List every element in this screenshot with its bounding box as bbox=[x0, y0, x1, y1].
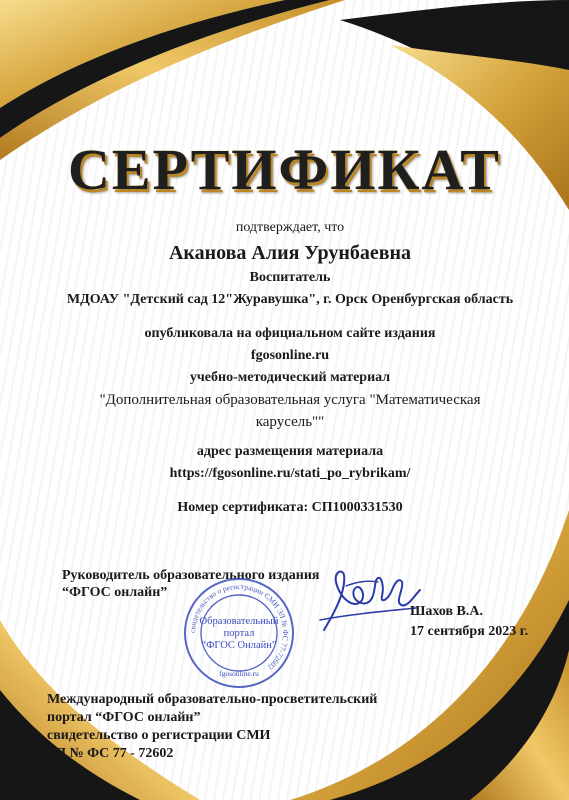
footer-line1: Международный образовательно-просветительский bbox=[47, 692, 378, 707]
signatory-name: Шахов В.А. bbox=[410, 604, 484, 619]
material-title-line1: "Дополнительная образовательная услуга "Математическая bbox=[99, 392, 481, 408]
certificate-title: СЕРТИФИКАТ bbox=[68, 137, 501, 202]
stamp-bottom-text: fgosonline.ru bbox=[219, 669, 259, 678]
address-label: адрес размещения материала bbox=[196, 444, 384, 459]
recipient-position: Воспитатель bbox=[249, 270, 331, 285]
publication-intro: опубликовала на официальном сайте издания bbox=[144, 326, 436, 341]
confirms-text: подтверждает, что bbox=[235, 220, 345, 235]
signature-date: 17 сентября 2023 г. bbox=[410, 624, 529, 639]
material-type: учебно-методический материал bbox=[189, 370, 391, 385]
publication-site: fgosonline.ru bbox=[250, 348, 330, 363]
address-url[interactable]: https://fgosonline.ru/stati_po_rybrikam/ bbox=[169, 466, 411, 481]
stamp-center-line1: Образовательный bbox=[199, 616, 279, 627]
official-stamp bbox=[183, 577, 295, 689]
stamp-center-line3: “ФГОС Онлайн” bbox=[201, 640, 277, 651]
footer-line3: свидетельство о регистрации СМИ bbox=[47, 728, 271, 743]
footer-line2: портал “ФГОС онлайн” bbox=[47, 710, 201, 725]
footer-line4: ЭЛ № ФС 77 - 72602 bbox=[47, 746, 174, 761]
certificate-number: Номер сертификата: СП1000331530 bbox=[177, 500, 403, 515]
signatory-role-line2: “ФГОС онлайн” bbox=[62, 585, 168, 600]
material-title-line2: карусель"" bbox=[255, 414, 325, 430]
recipient-organization: МДОАУ "Детский сад 12"Журавушка", г. Орск Оренбургская область bbox=[66, 292, 514, 307]
stamp-ring-text: свидетельство о регистрации СМИ ЭЛ № ФС 77-72602 bbox=[187, 581, 291, 672]
stamp-center-line2: портал bbox=[223, 628, 255, 639]
signatory-role-line1: Руководитель образовательного издания bbox=[62, 568, 320, 583]
recipient-name: Аканова Алия Урунбаевна bbox=[168, 242, 412, 264]
